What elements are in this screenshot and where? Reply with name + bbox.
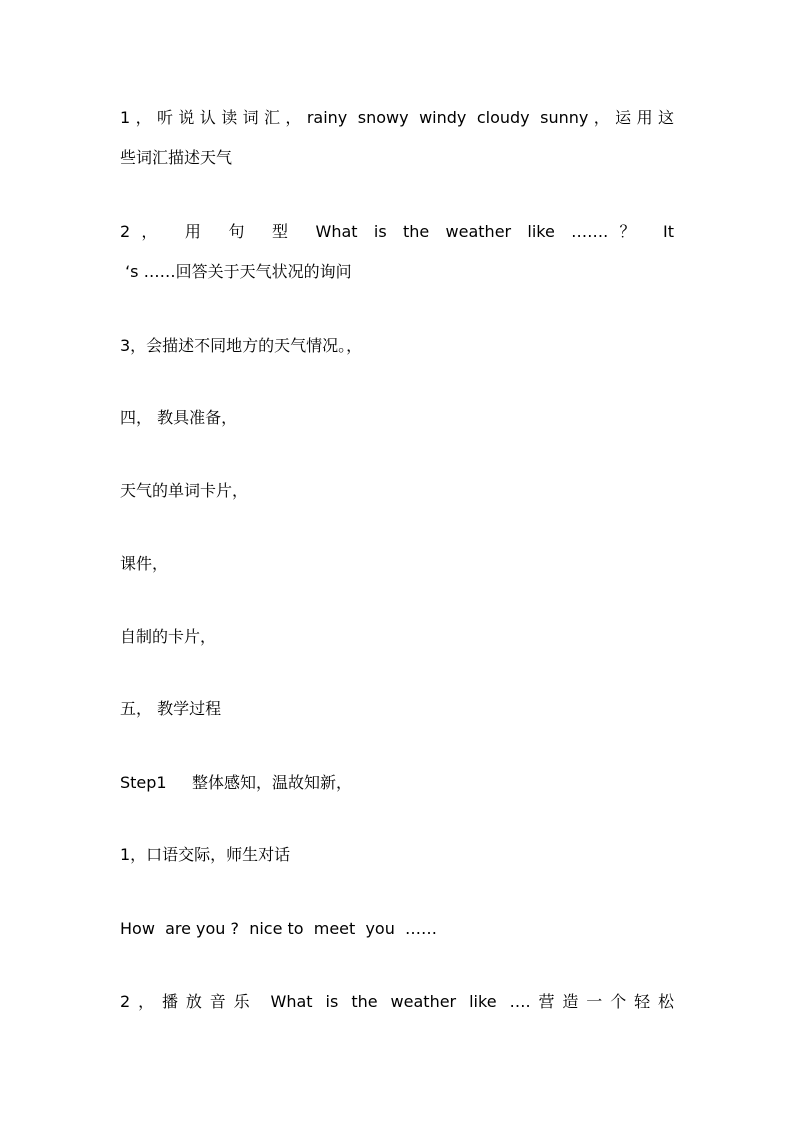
paragraph-objective-3: 3，会描述不同地方的天气情况。， xyxy=(120,336,363,355)
paragraph-objective-1-cont: 些词汇描述天气 xyxy=(120,148,233,167)
paragraph-objective-2: 2， 用 句 型 What is the weather like …….？ It xyxy=(120,222,674,241)
paragraph-objective-1: 1，听说认读词汇，rainy snowy windy cloudy sunny，运用这 xyxy=(120,108,674,127)
material-item-courseware: 课件， xyxy=(120,554,169,573)
dialogue-line: How are you ? nice to meet you …… xyxy=(120,919,438,938)
step-item-1: 1，口语交际，师生对话 xyxy=(120,845,291,864)
material-item-word-cards: 天气的单词卡片， xyxy=(120,481,249,500)
step-heading: Step1 整体感知，温故知新， xyxy=(120,773,353,792)
section-heading-materials: 四， 教具准备， xyxy=(120,408,238,427)
material-item-homemade-cards: 自制的卡片， xyxy=(120,627,217,646)
section-heading-process: 五， 教学过程 xyxy=(120,699,222,718)
paragraph-objective-2-cont: ‘s ……回答关于天气状况的询问 xyxy=(120,262,352,281)
step-item-2: 2，播放音乐 What is the weather like ….营造一个轻松 xyxy=(120,992,674,1011)
